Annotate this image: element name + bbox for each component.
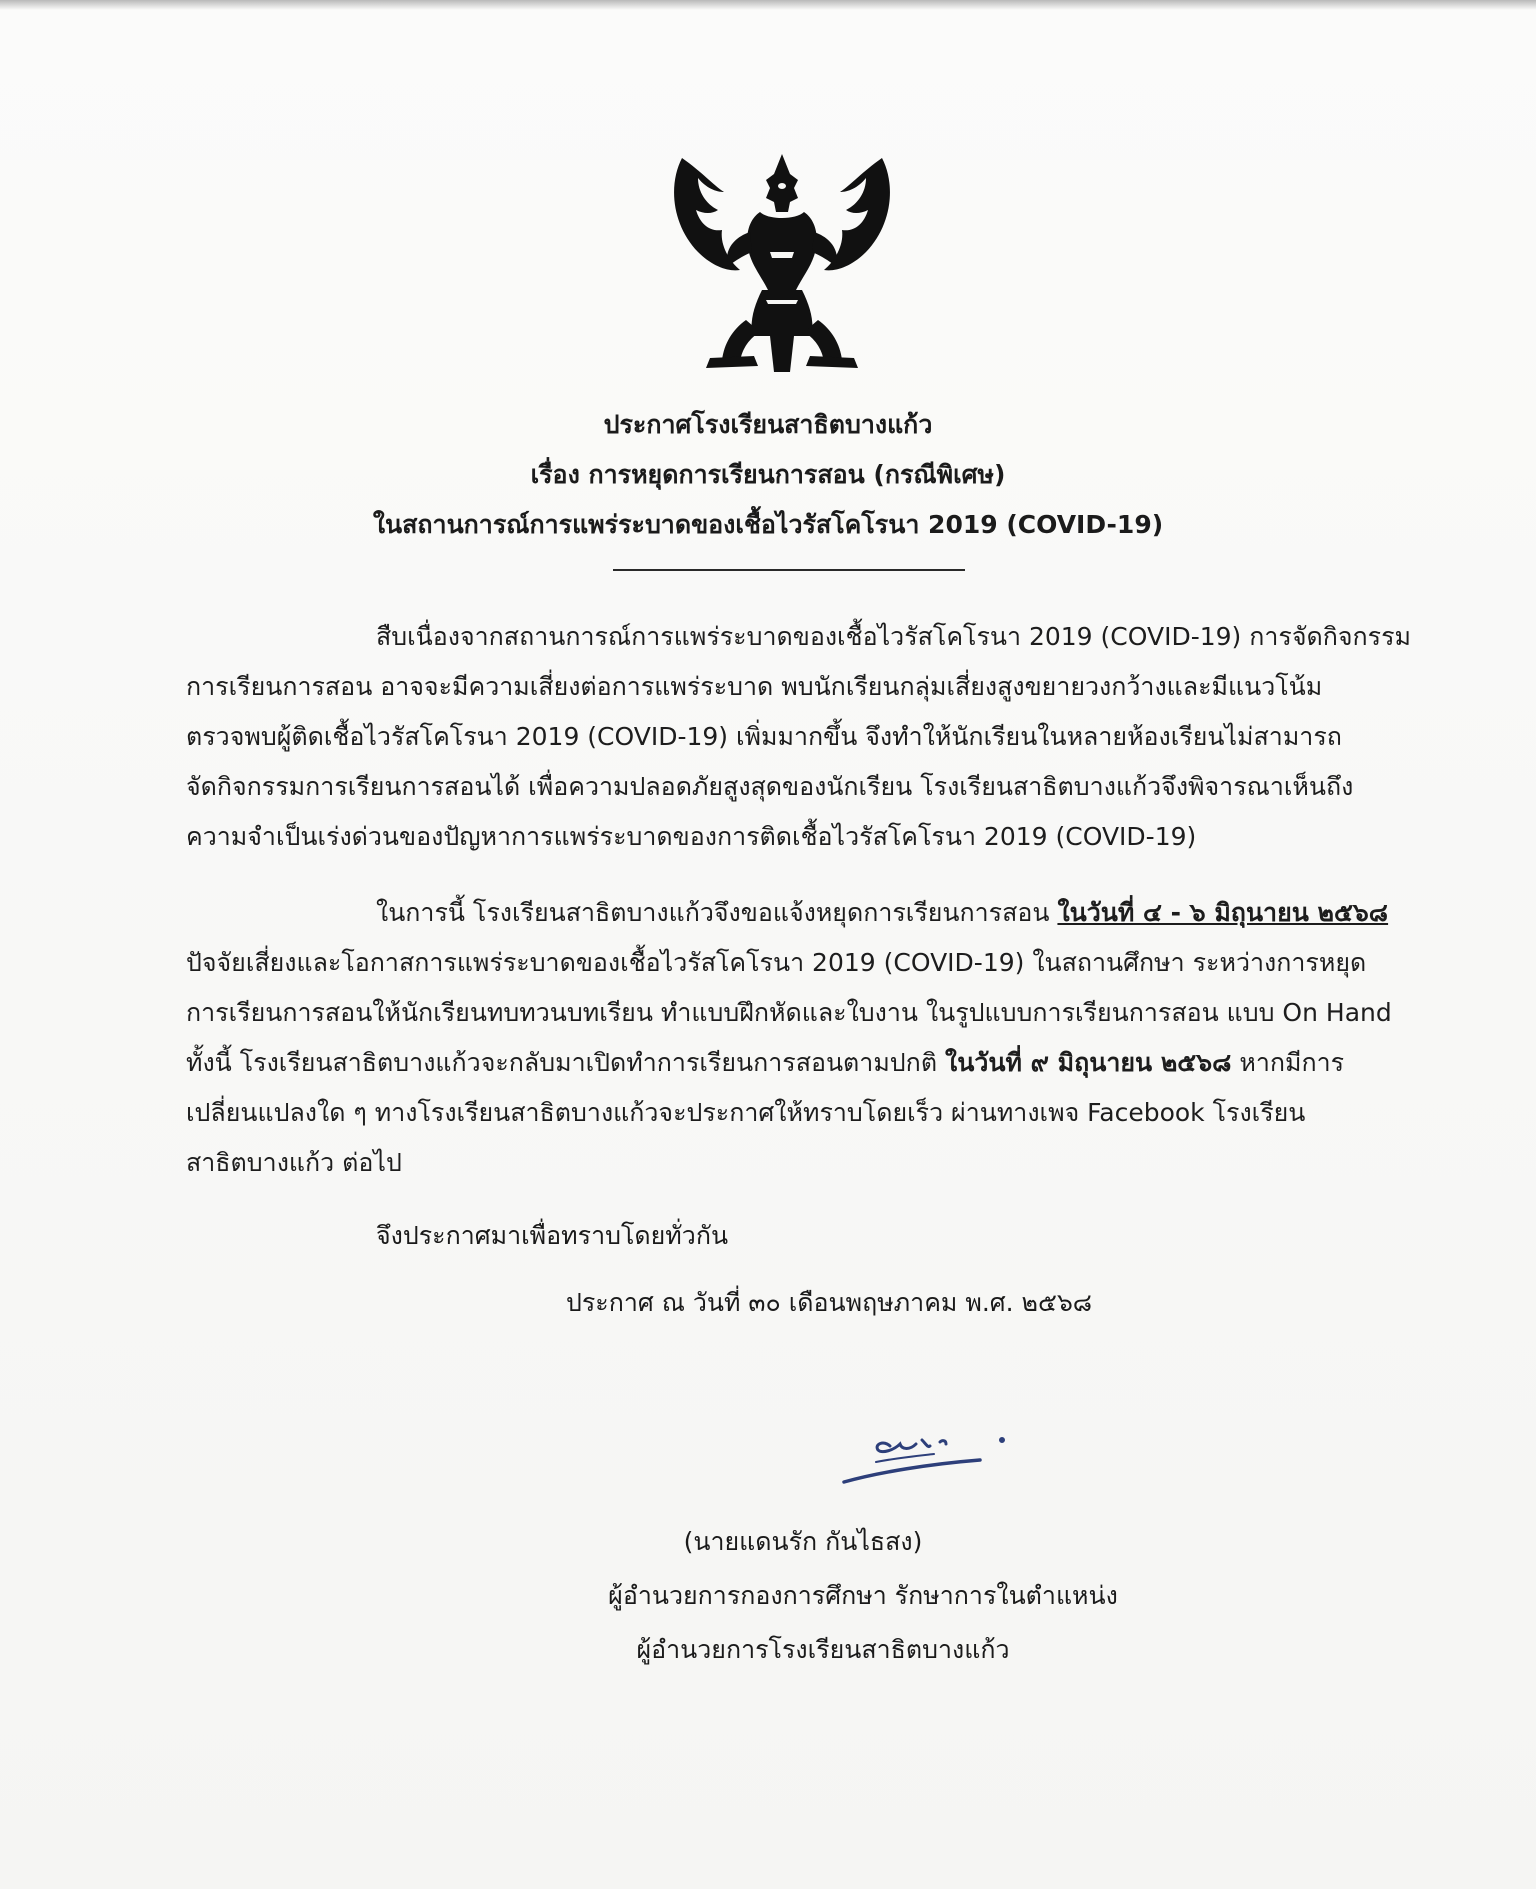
reopen-date-emphasis: ในวันที่ ๙ มิถุนายน ๒๕๖๘ (945, 1048, 1232, 1077)
heading-line-1: ประกาศโรงเรียนสาธิตบางแก้ว (603, 410, 933, 439)
heading-divider (613, 569, 965, 571)
closure-dates-emphasis: ในวันที่ ๔ - ๖ มิถุนายน ๒๕๖๘ (1057, 898, 1389, 927)
garuda-emblem (662, 140, 902, 380)
signatory-block (0, 1515, 1536, 1677)
closing-statement: จึงประกาศมาเพื่อทราบโดยทั่วกัน (376, 1221, 729, 1250)
paragraph-2 (186, 888, 1406, 1188)
signatory-position-1: ผู้อำนวยการกองการศึกษา รักษาการในตำแหน่ง (608, 1581, 1118, 1610)
paragraph-1-line-3: ตรวจพบผู้ติดเชื้อไวรัสโคโรนา 2019 (COVID-19) เพิ่มมากขึ้น จึงทำให้นักเรียนในหลายห้องเรียนไม่สามารถ (186, 722, 1342, 751)
announcement-heading (0, 400, 1536, 550)
paragraph-2-line-1 (186, 888, 1406, 938)
heading-line-2: เรื่อง การหยุดการเรียนการสอน (กรณีพิเศษ) (530, 460, 1006, 489)
paragraph-1-line-5: ความจำเป็นเร่งด่วนของปัญหาการแพร่ระบาดของการติดเชื้อไวรัสโคโรนา 2019 (COVID-19) (186, 822, 1197, 851)
heading-line-3: ในสถานการณ์การแพร่ระบาดของเชื้อไวรัสโคโรนา 2019 (COVID-19) (372, 510, 1164, 539)
paragraph-1 (186, 612, 1411, 862)
paragraph-1-line-2: การเรียนการสอน อาจจะมีความเสี่ยงต่อการแพร่ระบาด พบนักเรียนกลุ่มเสี่ยงสูงขยายวงกว้างและมีแนวโน้ม (186, 672, 1323, 701)
scan-edge-shadow (0, 0, 1536, 10)
paragraph-2-line-4 (186, 1038, 1406, 1088)
paragraph-2-line-6: สาธิตบางแก้ว ต่อไป (186, 1148, 402, 1177)
paragraph-2-line-5: เปลี่ยนแปลงใด ๆ ทางโรงเรียนสาธิตบางแก้วจะประกาศให้ทราบโดยเร็ว ผ่านทางเพจ Facebook โรงเรียน (186, 1098, 1306, 1127)
paragraph-1-line-4: จัดกิจกรรมการเรียนการสอนได้ เพื่อความปลอดภัยสูงสุดของนักเรียน โรงเรียนสาธิตบางแก้วจึงพิจารณาเห็นถึง (186, 772, 1354, 801)
paragraph-2-line-1-text: ในการนี้ โรงเรียนสาธิตบางแก้วจึงขอแจ้งหยุดการเรียนการสอน (376, 898, 1050, 927)
paragraph-2-line-2: ปัจจัยเสี่ยงและโอกาสการแพร่ระบาดของเชื้อไวรัสโคโรนา 2019 (COVID-19) ในสถานศึกษา ระหว่างการหยุด (186, 948, 1367, 977)
handwritten-signature (830, 1410, 1020, 1490)
paragraph-2-line-4-text: ทั้งนี้ โรงเรียนสาธิตบางแก้วจะกลับมาเปิดทำการเรียนการสอนตามปกติ (186, 1048, 938, 1077)
paragraph-2-line-4-tail: หากมีการ (1239, 1048, 1345, 1077)
paragraph-1-line-1: สืบเนื่องจากสถานการณ์การแพร่ระบาดของเชื้อไวรัสโคโรนา 2019 (COVID-19) การจัดกิจกรรม (376, 622, 1411, 651)
signatory-position-2: ผู้อำนวยการโรงเรียนสาธิตบางแก้ว (636, 1635, 1010, 1664)
paragraph-2-line-3: การเรียนการสอนให้นักเรียนทบทวนบทเรียน ทำแบบฝึกหัดและใบงาน ในรูปแบบการเรียนการสอน แบบ On Hand (186, 998, 1392, 1027)
signatory-name: (นายแดนรัก กันไธสง) (683, 1527, 923, 1556)
announcement-date: ประกาศ ณ วันที่ ๓๐ เดือนพฤษภาคม พ.ศ. ๒๕๖๘ (566, 1288, 1093, 1317)
